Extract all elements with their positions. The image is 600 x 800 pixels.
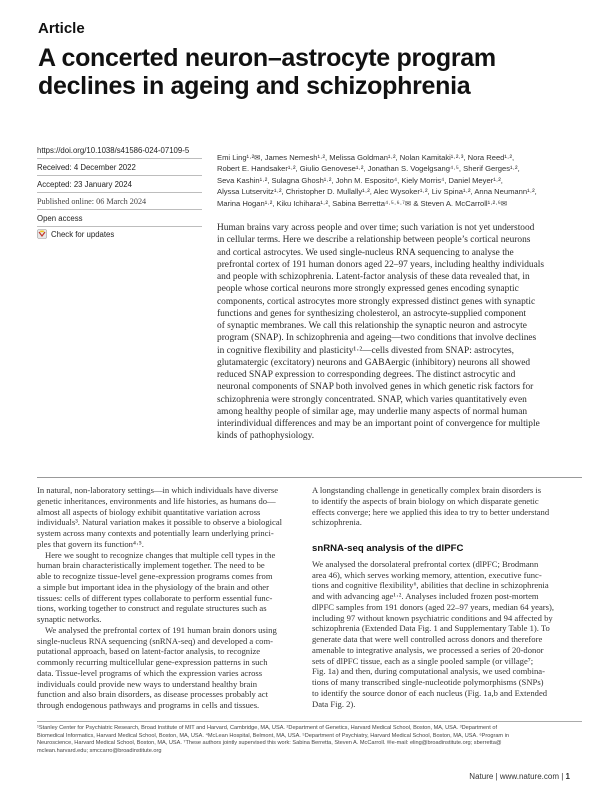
page-footer xyxy=(469,772,570,781)
body-line: system across many contexts and potentially learn underlying princi- xyxy=(37,528,274,538)
body-line: including 97 without known psychiatric conditions and 94 affected by xyxy=(312,612,553,623)
body-line: tions of many transcribed single-nucleotide polymorphisms (SNPs) xyxy=(312,677,544,687)
journal-name: Nature xyxy=(469,772,494,781)
divider xyxy=(37,226,202,227)
abstract-line: people whose cortical neurons more strongly expressed genes encoding synaptic xyxy=(217,284,519,295)
body-line: almost all aspects of biology exhibit quantitative variation across xyxy=(37,506,261,517)
body-line: schizophrenia. xyxy=(312,517,362,528)
body-line: amenable to integrative analysis, we processed a series of 20-donor xyxy=(312,644,544,655)
body-line: to identify the source donor of each nucleus (Fig. 1a,b and Extended xyxy=(312,687,548,698)
article-type-label: Article xyxy=(38,20,85,37)
body-line: ples that govern its function⁴·⁵. xyxy=(37,538,144,549)
body-line: tions, working together to construct and regulate structures such as xyxy=(37,603,267,614)
body-line: We analysed the prefrontal cortex of 191 human brain donors using xyxy=(45,624,277,635)
author-line: Seva Kashin¹·², Sulagna Ghosh¹·², John M. Esposito⁴, Kiely Morris⁴, Daniel Meyer¹·², xyxy=(217,175,503,185)
title-line: declines in ageing and schizophrenia xyxy=(38,72,471,100)
body-column-left xyxy=(37,485,305,711)
divider xyxy=(37,158,202,159)
body-line: able to recognize tissue-level gene-expression programs comes from xyxy=(37,571,273,581)
abstract-line: reduced SNAP expression to corresponding degrees. The distinct astrocytic and xyxy=(217,370,516,380)
accepted-date: Accepted: 23 January 2024 xyxy=(37,180,132,189)
footer-separator: | xyxy=(495,772,498,781)
body-line: individuals could provide new ways to understand healthy brain xyxy=(37,678,258,689)
author-line: Marina Hogan¹·², Kiku Ichihara¹·², Sabina Berretta⁴·⁵·⁶·⁷✉ & Steven A. McCarroll¹·²·⁶✉ xyxy=(217,198,508,208)
body-line: function and also brain disorders, as disease processes probably act xyxy=(37,689,269,700)
body-line: a simple but important idea in the physiology of the brain and other xyxy=(37,581,269,592)
body-line: tissues: cells of different types collaborate to perform essential func- xyxy=(37,592,273,603)
footnote-line: mclean.harvard.edu; smccarro@broadinstitute.org xyxy=(37,747,162,754)
body-column-right xyxy=(312,485,582,709)
body-line: commonly recurring multicellular gene-expression patterns in such xyxy=(37,657,268,667)
body-line: Here we sought to recognize changes that multiple cell types in the xyxy=(45,549,276,560)
body-line: putational approach, based on latent-factor analysis, to recognize xyxy=(37,646,261,657)
footnote-line: ¹Stanley Center for Psychiatric Research, Broad Institute of MIT and Harvard, Cambridge, MA, USA. ²Department of Genetics, Harvard Medical School, Boston, MA, USA. ³Department of xyxy=(37,725,498,731)
received-date: Received: 4 December 2022 xyxy=(37,163,136,172)
abstract-line: functions and genes for synthesizing cholesterol, an astrocyte-supplied component xyxy=(217,308,527,319)
body-line: In natural, non-laboratory settings—in which individuals have diverse xyxy=(37,485,279,495)
abstract-line: prefrontal cortex of 191 human donors aged 22–97 years, including healthy individuals xyxy=(217,259,545,270)
abstract-line: components, cortical astrocytes more strongly expressed distinct genes with synaptic xyxy=(217,296,536,307)
author-list xyxy=(217,152,579,209)
body-line: individuals³. Natural variation makes it possible to observe a biological xyxy=(37,517,283,528)
author-line: Alyssa Lutservitz¹·², Christopher D. Mullally¹·², Alec Wysoker¹·², Liv Spina¹·², Anna Neumann¹·², xyxy=(217,187,537,197)
check-for-updates-button[interactable] xyxy=(37,229,202,239)
abstract-line: and people with schizophrenia. Latent-factor analysis of these data revealed that, in xyxy=(217,272,530,282)
abstract-line: kinds of pathophysiology. xyxy=(217,431,315,442)
divider xyxy=(37,209,202,210)
divider xyxy=(37,192,202,193)
body-line: and with advancing age¹·². Analyses included frozen post-mortem xyxy=(312,591,539,601)
published-date: Published online: 06 March 2024 xyxy=(37,197,147,206)
abstract-line: schizophrenia were strongly concentrated. SNAP, which varies quantitatively even xyxy=(217,394,527,405)
abstract-line: among healthy people of similar age, may underlie many aspects of normal human xyxy=(217,406,528,417)
footnote-divider xyxy=(37,721,582,722)
body-line: effects converge; here we applied this idea to try to better understand xyxy=(312,506,550,517)
body-line: data. Tissue-level programs of which the expression varies across xyxy=(37,667,263,678)
body-line: single-nucleus RNA sequencing (snRNA-seq) and developed a com- xyxy=(37,635,274,646)
abstract-line: of synaptic membranes. We call this relationship the synaptic neuron and astrocyte xyxy=(217,321,527,331)
body-line: synaptic networks. xyxy=(37,614,102,624)
abstract-line: in cellular terms. Here we describe a relationship between people’s cortical neurons xyxy=(217,235,531,246)
abstract-line: and cortical astrocytes. We used single-nucleus RNA sequencing to analyse the xyxy=(217,247,514,258)
check-for-updates-label: Check for updates xyxy=(51,229,115,239)
abstract-line: glutamatergic (excitatory) neurons and GABAergic (inhibitory) neurons all showed xyxy=(217,357,531,368)
page-number: 1 xyxy=(565,772,570,781)
article-title xyxy=(38,44,578,100)
body-line: A longstanding challenge in genetically complex brain disorders is xyxy=(312,485,542,495)
abstract-line: Human brains vary across people and over time; such variation is not yet understood xyxy=(217,223,535,233)
section-divider xyxy=(37,477,582,478)
body-line: dlPFC samples from 191 donors (aged 22–97 years, median 64 years), xyxy=(312,601,555,612)
body-line: to identify the aspects of brain biology on which disparate genetic xyxy=(312,495,539,506)
footer-separator: | xyxy=(561,772,564,781)
body-line: schizophrenia (Extended Data Fig. 1 and Supplementary Table 1). To xyxy=(312,623,550,634)
abstract-line: interindividual differences and may be an important point of convergence for multiple xyxy=(217,419,540,429)
body-line: through endogenous pathways and programs in cells and tissues. xyxy=(37,700,260,710)
abstract xyxy=(217,222,581,443)
abstract-line: neuronal components of SNAP both involved genes in which genetic risk factors for xyxy=(217,382,534,393)
affiliations-footnote xyxy=(37,725,582,755)
doi-link[interactable]: https://doi.org/10.1038/s41586-024-07109-5 xyxy=(37,146,190,155)
footnote-line: Biomedical Informatics, Harvard Medical School, Boston, MA, USA. ⁴McLean Hospital, Belmont, MA, USA. ⁵Department of Psychiatry, Harvard Medical School, Boston, MA, USA. ⁶Program in xyxy=(37,732,510,739)
section-heading: snRNA-seq analysis of the dlPFC xyxy=(312,543,464,554)
body-line: sets of dlPFC tissue, each as a single pooled sample (or village⁷; xyxy=(312,655,534,666)
author-line: Robert E. Handsaker¹·², Giulio Genovese¹·², Jonathan S. Vogelgsang⁴·⁵, Sherif Gerges¹·², xyxy=(217,164,520,174)
divider xyxy=(37,175,202,176)
body-line: human brain characteristically implement together. The need to be xyxy=(37,560,265,571)
body-line: genetic inheritances, environments and life histories, as humans do— xyxy=(37,495,276,506)
title-line: A concerted neuron–astrocyte program xyxy=(38,44,496,72)
body-line: area 46), which serves working memory, attention, executive func- xyxy=(312,569,542,580)
body-line: generate data that were well controlled across donors and therefore xyxy=(312,634,543,644)
author-line: Emi Ling¹·²✉, James Nemesh¹·², Melissa Goldman¹·², Nolan Kamitaki¹·²·³, Nora Reed¹·², xyxy=(217,153,515,162)
abstract-line: in cognitive flexibility and plasticity¹·²—cells divested from SNAP: astrocytes, xyxy=(217,345,514,356)
body-line: We analysed the dorsolateral prefrontal cortex (dlPFC; Brodmann xyxy=(312,558,539,569)
journal-url[interactable]: www.nature.com xyxy=(499,772,559,781)
open-access-badge[interactable]: Open access xyxy=(37,214,83,223)
check-for-updates-icon xyxy=(37,229,47,239)
body-line: Fig. 1a) and then, during computational analysis, we used combina- xyxy=(312,666,545,677)
body-line: tions and cognitive flexibility⁶, abilities that decline in schizophrenia xyxy=(312,580,549,591)
abstract-line: program (SNAP). In schizophrenia and ageing—two conditions that involve declines xyxy=(217,333,537,344)
footnote-line: Neuroscience, Harvard Medical School, Boston, MA, USA. ⁷These authors jointly supervised this work: Sabina Berretta, Steven A. McCarroll. ✉e-mail: eling@broadinstitute.org; sberretta@ xyxy=(37,740,502,747)
body-line: Data Fig. 2). xyxy=(312,698,356,709)
